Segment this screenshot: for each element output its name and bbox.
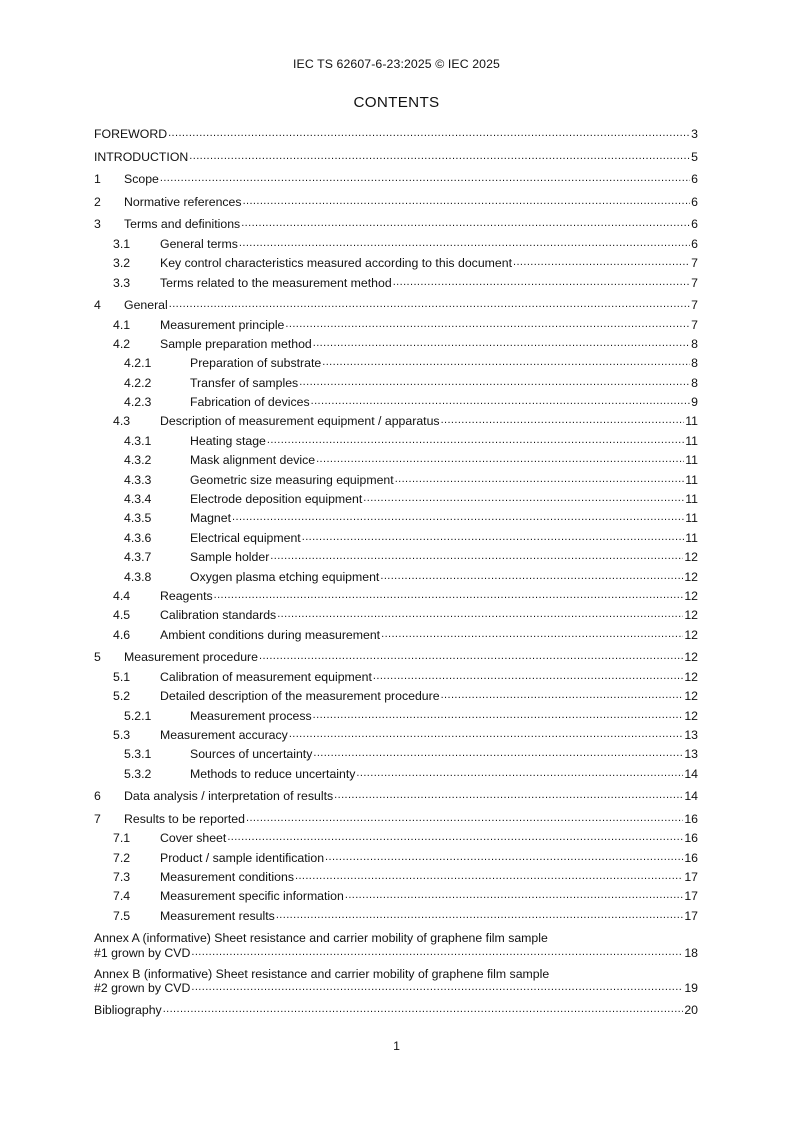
toc-entry-number: 4.3.3 xyxy=(124,472,152,487)
toc-entry[interactable] xyxy=(94,531,698,546)
dot-leader xyxy=(246,811,683,826)
toc-entry-page: 6 xyxy=(691,194,698,209)
toc-entry-page: 16 xyxy=(684,850,698,865)
dot-leader xyxy=(270,549,683,564)
annex-title-line1: Annex B (informative) Sheet resistance and carrier mobility of graphene film sample xyxy=(94,966,550,981)
toc-entry-number: 4.3.6 xyxy=(124,530,152,545)
toc-entry-title: Scope xyxy=(124,172,159,187)
toc-entry-number: 4 xyxy=(94,298,101,313)
toc-entry-number: 4.4 xyxy=(113,589,131,603)
toc-entry[interactable] xyxy=(94,453,698,468)
toc-entry-number: 5.3 xyxy=(113,727,131,742)
toc-entry-title: Measurement conditions xyxy=(160,870,294,885)
toc-entry-page: 3 xyxy=(691,127,698,141)
toc-entry-number: 4.2.3 xyxy=(124,395,152,410)
dot-leader xyxy=(380,569,683,584)
dot-leader xyxy=(276,908,683,923)
annex-title-line1: Annex A (informative) Sheet resistance and carrier mobility of graphene film sample xyxy=(94,931,548,946)
toc-entry[interactable] xyxy=(94,889,698,904)
toc-entry-title: Cover sheet xyxy=(160,831,227,846)
dot-leader xyxy=(169,297,690,312)
toc-entry-title: Key control characteristics measured according to this document xyxy=(160,256,512,271)
toc-entry-title: Terms and definitions xyxy=(124,217,241,232)
toc-entry[interactable] xyxy=(94,570,698,585)
dot-leader xyxy=(313,336,690,351)
toc-entry-title: Oxygen plasma etching equipment xyxy=(190,569,380,584)
toc-entry-title: General xyxy=(124,298,168,313)
toc-entry-page: 13 xyxy=(684,747,698,762)
toc-entry-number: 7.1 xyxy=(113,831,131,846)
dot-leader xyxy=(239,236,690,251)
page-title: CONTENTS xyxy=(353,94,440,111)
toc-entry[interactable] xyxy=(94,195,698,210)
toc-entry[interactable] xyxy=(94,511,698,526)
toc-entry-page: 11 xyxy=(685,414,698,429)
toc-entry-number: 4.3.5 xyxy=(124,511,152,526)
toc-entry-page: 7 xyxy=(691,275,698,290)
toc-entry-number: 7.5 xyxy=(113,908,131,923)
toc-entry-page: 19 xyxy=(684,981,698,996)
toc-entry-title: Fabrication of devices xyxy=(190,395,310,410)
toc-entry[interactable] xyxy=(94,812,698,827)
toc-entry-number: 5.3.1 xyxy=(124,747,152,762)
dot-leader xyxy=(363,491,684,506)
toc-entry-title: Sample preparation method xyxy=(160,336,312,351)
toc-entry[interactable] xyxy=(94,831,698,846)
toc-entry-title: FOREWORD xyxy=(94,127,168,141)
toc-entry-title: Product / sample identification xyxy=(160,850,325,865)
annex-title-line2: #2 grown by CVD xyxy=(94,981,191,996)
toc-entry[interactable] xyxy=(94,608,698,623)
toc-entry[interactable] xyxy=(94,628,698,643)
dot-leader xyxy=(277,607,683,622)
toc-entry-title: Preparation of substrate xyxy=(190,356,322,371)
toc-entry-page: 17 xyxy=(684,870,698,885)
dot-leader xyxy=(191,945,683,960)
toc-entry-number: 3.2 xyxy=(113,256,131,271)
toc-entry-title: Methods to reduce uncertainty xyxy=(190,766,356,781)
toc-entry-page: 8 xyxy=(691,336,698,351)
document-id-header: IEC TS 62607-6-23:2025 © IEC 2025 xyxy=(293,57,500,71)
annex-entry[interactable] xyxy=(94,931,698,960)
dot-leader xyxy=(345,888,683,903)
toc-entry-title: INTRODUCTION xyxy=(94,149,189,164)
toc-entry[interactable] xyxy=(94,870,698,885)
toc-entry[interactable] xyxy=(94,946,698,961)
toc-entry-page: 7 xyxy=(691,256,698,271)
toc-entry-title: Results to be reported xyxy=(124,811,245,826)
toc-entry-title: Calibration of measurement equipment xyxy=(160,669,372,684)
toc-entry[interactable] xyxy=(94,709,698,724)
toc-entry[interactable] xyxy=(94,337,698,352)
dot-leader xyxy=(311,394,691,409)
toc-entry-number: 5 xyxy=(94,650,101,665)
toc-entry-title: Mask alignment device xyxy=(190,453,316,468)
toc-entry-page: 8 xyxy=(691,375,698,390)
dot-leader xyxy=(441,413,685,428)
toc-entry-page: 11 xyxy=(685,530,698,545)
toc-entry-page: 11 xyxy=(685,511,698,526)
dot-leader xyxy=(302,530,685,545)
toc-entry-number: 5.1 xyxy=(113,669,131,684)
toc-entry[interactable] xyxy=(94,689,698,704)
dot-leader xyxy=(513,255,690,270)
dot-leader xyxy=(285,317,690,332)
dot-leader xyxy=(259,649,683,664)
toc-entry-page: 14 xyxy=(684,766,698,781)
toc-entry-page: 5 xyxy=(691,149,698,164)
toc-entry[interactable] xyxy=(94,356,698,371)
toc-entry-number: 4.2.1 xyxy=(124,356,152,371)
toc-entry[interactable] xyxy=(94,650,698,665)
toc-entry-number: 4.3.2 xyxy=(124,453,152,468)
toc-entry[interactable] xyxy=(94,851,698,866)
dot-leader xyxy=(373,669,683,684)
dot-leader xyxy=(267,433,684,448)
toc-entry-number: 4.3.1 xyxy=(124,433,152,448)
toc-entry-number: 2 xyxy=(94,194,101,209)
toc-entry[interactable] xyxy=(94,414,698,429)
annex-title-line2: #1 grown by CVD xyxy=(94,945,191,960)
toc-entry-title: Measurement specific information xyxy=(160,889,344,904)
toc-entry-title: Sources of uncertainty xyxy=(190,747,313,762)
toc-entry-page: 18 xyxy=(684,945,698,960)
toc-entry-page: 8 xyxy=(691,356,698,371)
toc-entry-title: Measurement procedure xyxy=(124,650,258,665)
dot-leader xyxy=(232,510,684,525)
toc-entry-title: Magnet xyxy=(190,511,232,526)
dot-leader xyxy=(313,708,684,723)
toc-entry-page: 16 xyxy=(684,831,698,846)
bibliography-entry[interactable] xyxy=(94,1003,698,1018)
toc-entry-number: 7.3 xyxy=(113,870,131,885)
dot-leader xyxy=(168,126,690,141)
toc-entry-number: 4.2 xyxy=(113,336,131,351)
toc-entry-number: 3.3 xyxy=(113,275,131,290)
toc-entry-number: 7.2 xyxy=(113,850,131,865)
toc-entry-page: 12 xyxy=(684,689,698,704)
toc-entry[interactable] xyxy=(94,256,698,271)
toc-entry-number: 3 xyxy=(94,217,101,232)
toc-entry-number: 6 xyxy=(94,789,101,804)
toc-entry[interactable] xyxy=(94,789,698,804)
dot-leader xyxy=(393,275,690,290)
toc-entry[interactable] xyxy=(94,318,698,333)
toc-entry[interactable] xyxy=(94,127,698,142)
toc-entry-title: Measurement results xyxy=(160,908,275,923)
dot-leader xyxy=(441,688,684,703)
page-number: 1 xyxy=(393,1039,400,1053)
toc-entry[interactable] xyxy=(94,589,698,604)
table-of-contents xyxy=(94,124,698,1018)
dot-leader xyxy=(316,452,684,467)
toc-entry-page: 6 xyxy=(691,172,698,187)
dot-leader xyxy=(356,766,683,781)
toc-entry[interactable] xyxy=(94,276,698,291)
dot-leader xyxy=(289,727,684,742)
dot-leader xyxy=(163,1002,684,1017)
toc-entry-title: Electrode deposition equipment xyxy=(190,492,363,507)
dot-leader xyxy=(241,216,690,231)
dot-leader xyxy=(160,171,690,186)
toc-entry-page: 13 xyxy=(684,727,698,742)
toc-entry-title: Ambient conditions during measurement xyxy=(160,627,381,642)
dot-leader xyxy=(299,375,690,390)
toc-entry-page: 12 xyxy=(684,627,698,642)
toc-entry-title: Geometric size measuring equipment xyxy=(190,472,394,487)
toc-entry[interactable] xyxy=(94,217,698,232)
toc-entry-number: 4.6 xyxy=(113,627,131,642)
toc-entry-title: General terms xyxy=(160,236,238,251)
toc-entry-number: 4.3.4 xyxy=(124,492,152,507)
toc-entry-page: 12 xyxy=(684,569,698,584)
toc-entry-number: 4.1 xyxy=(113,317,131,332)
toc-entry-page: 20 xyxy=(684,1002,698,1017)
dot-leader xyxy=(334,788,683,803)
toc-entry-page: 7 xyxy=(691,298,698,313)
toc-entry[interactable] xyxy=(94,728,698,743)
toc-entry-page: 9 xyxy=(691,395,698,410)
toc-entry-title: Calibration standards xyxy=(160,608,277,623)
toc-entry-title: Data analysis / interpretation of results xyxy=(124,789,334,804)
toc-entry-title: Electrical equipment xyxy=(190,530,301,545)
dot-leader xyxy=(313,746,683,761)
dot-leader xyxy=(191,980,683,995)
toc-entry-page: 12 xyxy=(684,650,698,665)
toc-entry[interactable] xyxy=(94,237,698,252)
toc-entry[interactable] xyxy=(94,298,698,313)
toc-entry-number: 5.2 xyxy=(113,689,131,704)
toc-entry[interactable] xyxy=(94,670,698,685)
toc-entry-page: 6 xyxy=(691,236,698,251)
toc-entry-page: 12 xyxy=(684,550,698,565)
toc-entry-title: Transfer of samples xyxy=(190,375,299,390)
toc-entry-number: 7.4 xyxy=(113,889,131,904)
toc-entry-number: 5.2.1 xyxy=(124,708,152,723)
toc-entry-number: 4.3.8 xyxy=(124,569,152,584)
toc-entry-page: 12 xyxy=(684,669,698,684)
toc-entry-title: Reagents xyxy=(160,589,213,603)
toc-entry[interactable] xyxy=(94,747,698,762)
toc-entry[interactable] xyxy=(94,550,698,565)
toc-entry-title: Detailed description of the measurement procedure xyxy=(160,689,440,704)
toc-entry-title: Measurement accuracy xyxy=(160,727,288,742)
dot-leader xyxy=(214,588,684,603)
dot-leader xyxy=(381,627,683,642)
toc-entry[interactable] xyxy=(94,395,698,410)
toc-entry[interactable] xyxy=(94,909,698,924)
dot-leader xyxy=(322,355,690,370)
toc-entry-page: 11 xyxy=(685,433,698,448)
toc-entry-page: 16 xyxy=(684,811,698,826)
toc-entry[interactable] xyxy=(94,492,698,507)
toc-entry[interactable] xyxy=(94,981,698,996)
toc-entry-title: Heating stage xyxy=(190,433,266,448)
dot-leader xyxy=(295,869,683,884)
toc-entry-page: 14 xyxy=(684,789,698,804)
toc-entry-title: Description of measurement equipment / apparatus xyxy=(160,414,440,429)
toc-entry-number: 4.5 xyxy=(113,608,131,623)
dot-leader xyxy=(189,149,690,164)
toc-entry-title: Bibliography xyxy=(94,1002,162,1017)
toc-entry-page: 6 xyxy=(691,217,698,232)
toc-entry-number: 4.3.7 xyxy=(124,550,152,565)
toc-entry[interactable] xyxy=(94,434,698,449)
toc-entry-number: 4.2.2 xyxy=(124,375,152,390)
toc-entry-title: Normative references xyxy=(124,194,242,209)
toc-entry-page: 11 xyxy=(685,453,698,468)
toc-entry-number: 4.3 xyxy=(113,414,131,429)
toc-entry-number: 3.1 xyxy=(113,236,131,251)
annex-entry[interactable] xyxy=(94,967,698,996)
dot-leader xyxy=(325,850,683,865)
toc-entry-number: 7 xyxy=(94,811,101,826)
dot-leader xyxy=(395,472,685,487)
toc-entry-title: Measurement process xyxy=(190,708,312,723)
toc-entry-page: 12 xyxy=(684,708,698,723)
toc-entry-page: 17 xyxy=(684,908,698,923)
toc-entry-page: 11 xyxy=(685,492,698,507)
dot-leader xyxy=(243,194,691,209)
toc-entry-number: 1 xyxy=(94,172,101,187)
toc-entry-title: Terms related to the measurement method xyxy=(160,275,392,290)
toc-entry-title: Sample holder xyxy=(190,550,270,565)
toc-entry-page: 12 xyxy=(684,589,698,603)
toc-entry[interactable] xyxy=(94,473,698,488)
toc-entry-page: 17 xyxy=(684,889,698,904)
toc-entry-page: 12 xyxy=(684,608,698,623)
toc-entry[interactable] xyxy=(94,767,698,782)
toc-entry-page: 11 xyxy=(685,472,698,487)
toc-entry-number: 5.3.2 xyxy=(124,766,152,781)
toc-entry-title: Measurement principle xyxy=(160,317,285,332)
dot-leader xyxy=(227,830,683,845)
toc-entry[interactable] xyxy=(94,376,698,391)
toc-entry[interactable] xyxy=(94,172,698,187)
toc-entry-page: 7 xyxy=(691,317,698,332)
toc-entry[interactable] xyxy=(94,150,698,165)
